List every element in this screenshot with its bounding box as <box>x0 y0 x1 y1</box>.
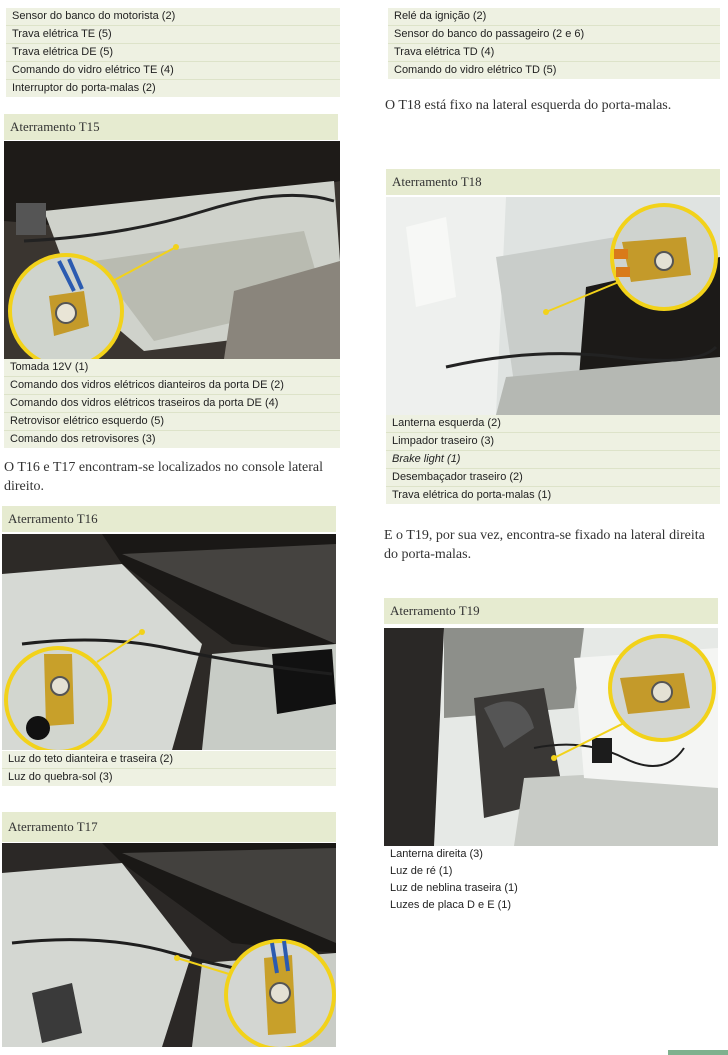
list-item: Luz de neblina traseira (1) <box>390 882 518 894</box>
list-item: Tomada 12V (1) <box>4 359 340 377</box>
list-item: Lanterna esquerda (2) <box>386 415 720 433</box>
t18-location-paragraph: O T18 está fixo na lateral esquerda do porta-malas. <box>385 98 672 113</box>
t16-header: Aterramento T16 <box>2 506 336 532</box>
list-item: Trava elétrica do porta-malas (1) <box>392 489 552 501</box>
t19-location-paragraph: E o T19, por sua vez, encontra-se fixado na lateral direita do porta-malas. <box>384 528 705 562</box>
list-item: Limpador traseiro (3) <box>386 433 720 451</box>
list-item: Luz do teto dianteira e traseira (2) <box>2 751 336 769</box>
t18-circuit-list <box>386 415 720 504</box>
list-item: Luzes de placa D e E (1) <box>390 899 512 911</box>
list-item: Comando dos vidros elétricos dianteiros da porta DE (2) <box>4 377 340 395</box>
t19-photo <box>384 628 718 846</box>
t16-photo <box>2 534 336 750</box>
t19-circuit-list <box>384 846 718 914</box>
list-item: Trava elétrica DE (5) <box>6 44 340 62</box>
list-item: Retrovisor elétrico esquerdo (5) <box>4 413 340 431</box>
t19-header: Aterramento T19 <box>384 598 718 624</box>
top-right-ground-list <box>388 8 720 79</box>
t16-t17-location-paragraph: O T16 e T17 encontram-se localizados no console lateral direito. <box>4 460 324 494</box>
t18-photo-illustration <box>386 197 720 415</box>
t18-header: Aterramento T18 <box>386 169 720 195</box>
t19-photo-illustration <box>384 628 718 846</box>
list-item: Relé da ignição (2) <box>388 8 720 26</box>
t18-photo <box>386 197 720 415</box>
t17-photo-illustration <box>2 843 336 1047</box>
list-item: Comando dos vidros elétricos traseiros da porta DE (4) <box>4 395 340 413</box>
list-item: Comando dos retrovisores (3) <box>10 433 156 445</box>
t15-photo <box>4 141 340 359</box>
t15-photo-illustration <box>4 141 340 359</box>
page-edge-tab <box>668 1050 728 1055</box>
t17-photo <box>2 843 336 1047</box>
list-item: Desembaçador traseiro (2) <box>386 469 720 487</box>
list-item: Comando do vidro elétrico TD (5) <box>394 64 557 76</box>
t15-circuit-list <box>4 359 340 448</box>
t15-header: Aterramento T15 <box>4 114 338 140</box>
list-item: Sensor do banco do motorista (2) <box>6 8 340 26</box>
list-item: Interruptor do porta-malas (2) <box>12 82 156 94</box>
t16-circuit-list <box>2 751 336 786</box>
list-item: Lanterna direita (3) <box>390 848 483 860</box>
list-item: Comando do vidro elétrico TE (4) <box>6 62 340 80</box>
list-item: Brake light (1) <box>386 451 720 469</box>
t17-header: Aterramento T17 <box>2 812 336 842</box>
list-item: Trava elétrica TD (4) <box>388 44 720 62</box>
top-left-ground-list <box>6 8 340 97</box>
list-item: Trava elétrica TE (5) <box>6 26 340 44</box>
list-item: Luz do quebra-sol (3) <box>8 771 113 783</box>
list-item: Sensor do banco do passageiro (2 e 6) <box>388 26 720 44</box>
t16-photo-illustration <box>2 534 336 750</box>
list-item: Luz de ré (1) <box>390 865 453 877</box>
